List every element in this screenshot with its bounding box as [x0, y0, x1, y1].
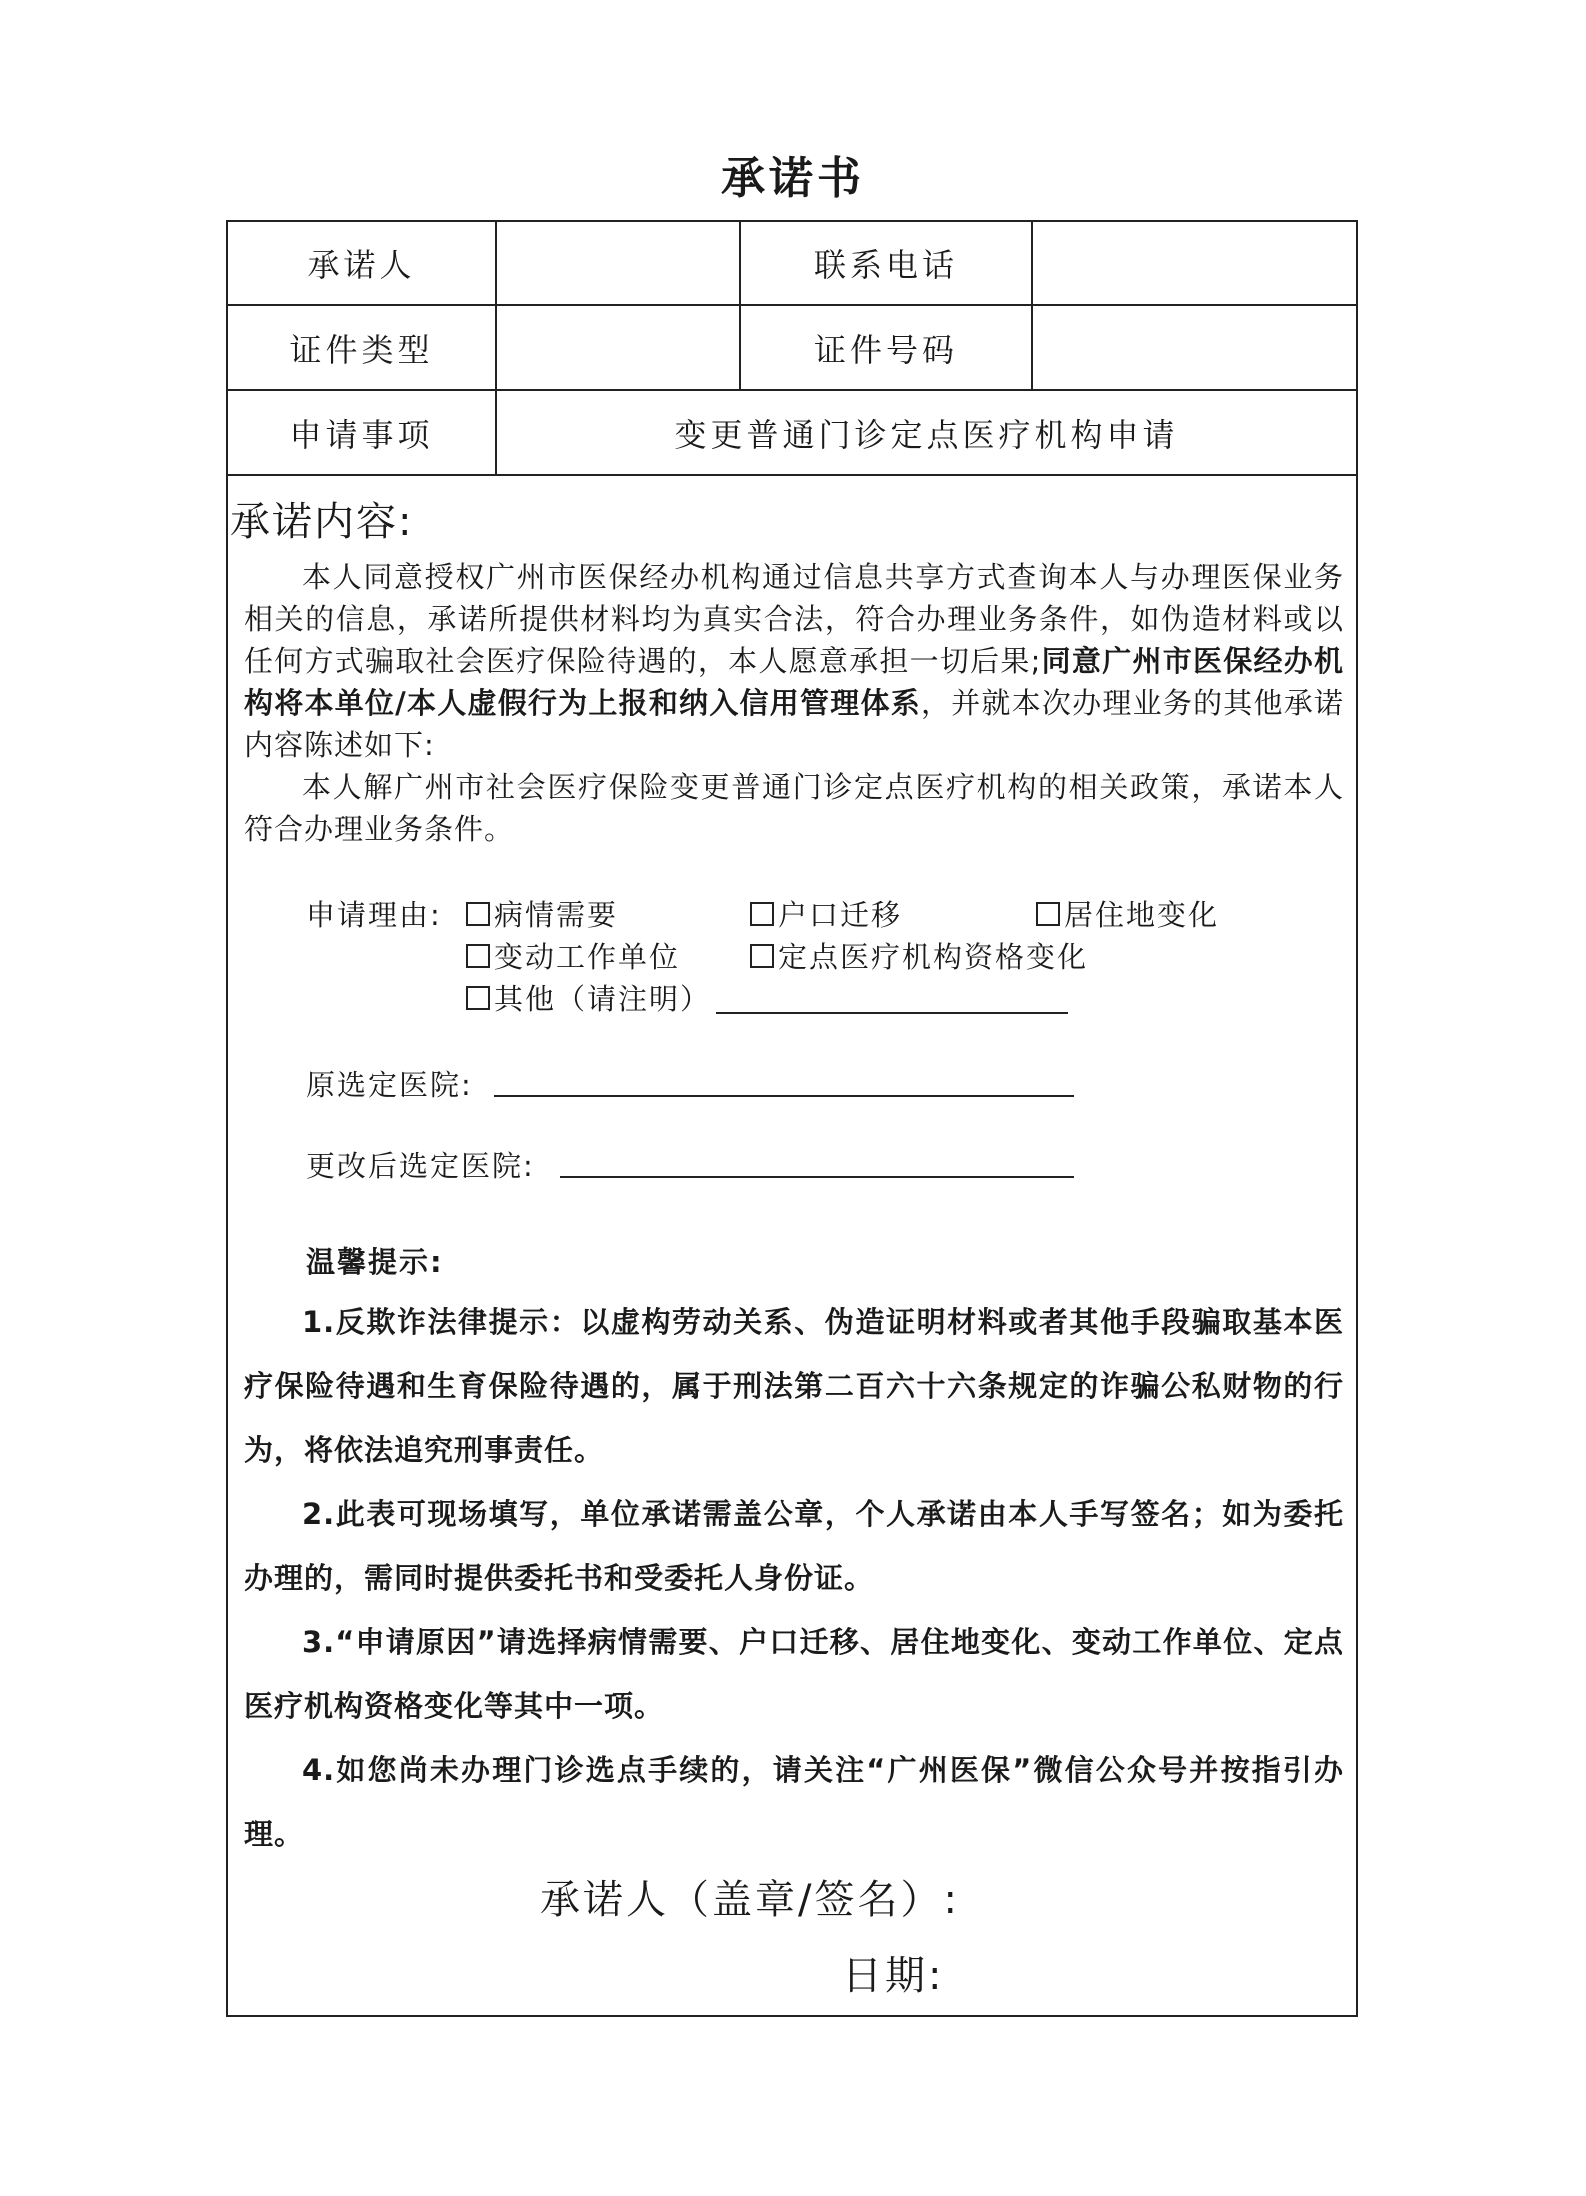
reason-option-label: 定点医疗机构资格变化	[778, 940, 1089, 974]
id-number-field[interactable]	[1033, 306, 1356, 389]
reason-option-label: 户口迁移	[778, 898, 903, 932]
id-number-label: 证件号码	[813, 330, 958, 369]
reason-option-label: 居住地变化	[1064, 898, 1220, 932]
commitment-tail-text: ，并就本次办理业务的其他承诺内容陈述如下:	[244, 686, 1344, 762]
tip-item: 1.反欺诈法律提示：以虚构劳动关系、伪造证明材料或者其他手段骗取基本医疗保险待遇和生育保险待遇的，属于刑法第二百六十六条规定的诈骗公私财物的行为，将依法追究刑事责任。	[244, 1305, 1344, 1467]
reason-option-employer[interactable]	[466, 935, 680, 976]
tip-item: 4.如您尚未办理门诊选点手续的，请关注“广州医保”微信公众号并按指引办理。	[244, 1753, 1344, 1851]
signer-label: 承诺人	[307, 246, 416, 284]
phone-field[interactable]	[1033, 222, 1356, 304]
checkbox-icon[interactable]	[466, 902, 490, 926]
tips-heading: 温馨提示:	[306, 1245, 444, 1279]
date-label: 日期:	[842, 1953, 945, 1999]
commitment-paragraph	[244, 556, 1344, 766]
checkbox-icon[interactable]	[750, 944, 774, 968]
commitment-bold-text: 同意广州市医保经办机构将本单位/本人虚假行为上报和纳入信用管理体系	[244, 644, 1344, 720]
signer-field[interactable]	[497, 222, 739, 304]
application-item-label: 申请事项	[289, 415, 434, 454]
checkbox-icon[interactable]	[466, 944, 490, 968]
reason-option-illness[interactable]	[466, 893, 618, 934]
checkbox-icon[interactable]	[1036, 902, 1060, 926]
new-hospital-input-line[interactable]	[560, 1176, 1074, 1178]
content-heading: 承诺内容:	[230, 499, 414, 545]
application-item-value: 变更普通门诊定点医疗机构申请	[674, 415, 1179, 454]
id-type-label: 证件类型	[289, 330, 434, 369]
document-title: 承诺书	[721, 153, 865, 204]
table-divider	[226, 474, 1358, 476]
original-hospital-input-line[interactable]	[494, 1095, 1074, 1097]
signer-signature-label: 承诺人（盖章/签名）:	[540, 1877, 960, 1923]
reason-option-label: 其他（请注明）	[494, 982, 712, 1016]
policy-paragraph: 本人解广州市社会医疗保险变更普通门诊定点医疗机构的相关政策，承诺本人符合办理业务条件。	[244, 770, 1344, 846]
reason-option-label: 病情需要	[494, 898, 619, 932]
phone-label: 联系电话	[813, 246, 958, 284]
tip-item: 3.“申请原因”请选择病情需要、户口迁移、居住地变化、变动工作单位、定点医疗机构资格变化等其中一项。	[244, 1625, 1344, 1723]
reason-label: 申请理由:	[306, 898, 442, 932]
reason-option-household[interactable]	[750, 893, 902, 934]
id-type-field[interactable]	[497, 306, 739, 389]
reason-option-label: 变动工作单位	[494, 940, 681, 974]
reason-option-qualification[interactable]	[750, 935, 1088, 976]
checkbox-icon[interactable]	[750, 902, 774, 926]
other-reason-input-line[interactable]	[716, 1012, 1068, 1014]
commitment-text: 本人同意授权广州市医保经办机构通过信息共享方式查询本人与办理医保业务相关的信息，承诺所提供材料均为真实合法，符合办理业务条件，如伪造材料或以任何方式骗取社会医疗保险待遇的，本人愿意承担一切后果;	[244, 560, 1344, 678]
tip-item: 2.此表可现场填写，单位承诺需盖公章，个人承诺由本人手写签名；如为委托办理的，需同时提供委托书和受委托人身份证。	[244, 1497, 1344, 1595]
checkbox-icon[interactable]	[466, 986, 490, 1010]
reason-option-residence[interactable]	[1036, 893, 1219, 934]
original-hospital-label: 原选定医院:	[306, 1068, 473, 1102]
reason-option-other[interactable]	[466, 977, 711, 1018]
new-hospital-label: 更改后选定医院:	[306, 1149, 535, 1183]
